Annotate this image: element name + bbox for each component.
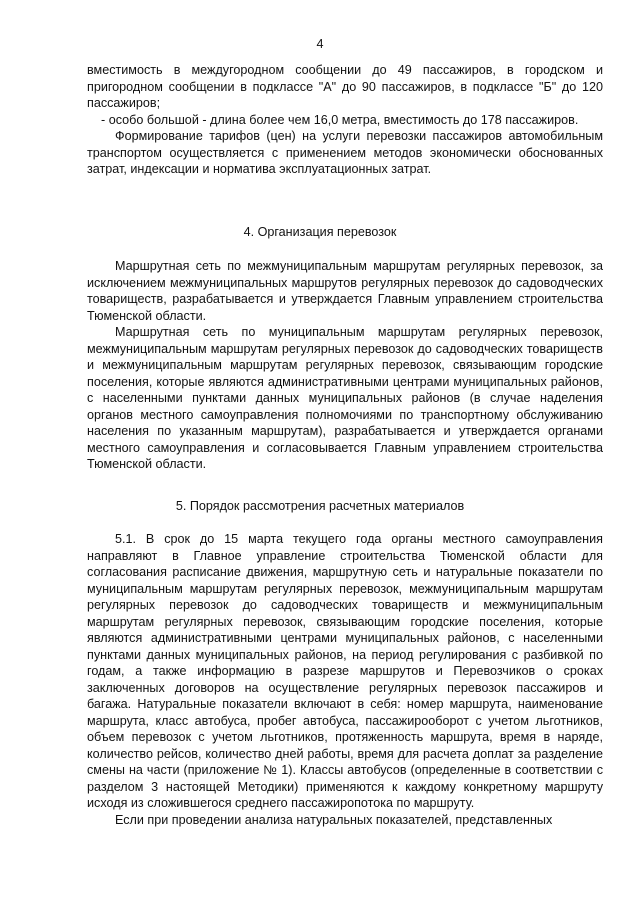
intro-block (87, 62, 603, 178)
section-4-paragraph-1: Маршрутная сеть по межмуниципальным маршрутам регулярных перевозок, за исключением межмуниципальных маршрутов регулярных перевозок до садоводческих товариществ, разрабатывается и утверждается Главным управлением строительства Тюменской области. (87, 259, 603, 323)
section-4-title: 4. Организация перевозок (243, 225, 397, 239)
intro-paragraph-1: вместимость в междугородном сообщении до 49 пассажиров, в городском и пригородном сообщении в подклассе "А" до 90 пассажиров, в подклассе "Б" до 120 пассажиров; (87, 63, 603, 110)
section-5-paragraph-1: 5.1. В срок до 15 марта текущего года органы местного самоуправления направляют в Главное управление строительства Тюменской области для согласования расписание движения, маршрутную сеть и натуральные показатели по муниципальным маршрутам регулярных перевозок, межмуниципальным маршрутам регулярных перевозок до садоводческих товариществ и межмуниципальным маршрутам регулярных перевозок, связывающим городские поселения, которые являются административными центрами муниципальных районов, с населенными пунктами данных муниципальных районов, на период регулирования с разбивкой по годам, а также информацию в разрезе маршрутов и Перевозчиков о сроках заключенных договоров на осуществление регулярных перевозок пассажиров и багажа. Натуральные показатели включают в себя: номер маршрута, наименование маршрута, класс автобуса, пробег автобуса, пассажирооборот с учетом льготников, объем перевозок с учетом льготников, протяженность маршрута, время в наряде, количество рейсов, количество дней работы, время для расчета доплат за разделение смены на части (приложение № 1). Классы автобусов (определенные в соответствии с разделом 3 настоящей Методики) применяются к каждому конкретному маршруту исходя из сложившегося среднего пассажиропотока по маршруту. (87, 532, 603, 810)
intro-paragraph-2: - особо большой - длина более чем 16,0 метра, вместимость до 178 пассажиров. (101, 112, 579, 127)
section-4-paragraph-2: Маршрутная сеть по муниципальным маршрутам регулярных перевозок, межмуниципальным маршрутам регулярных перевозок до садоводческих товариществ и межмуниципальным маршрутам регулярных перевозок, связывающим городские поселения, которые являются административными центрами муниципальных районов, с населенными пунктами данных муниципальных районов (в случае наделения органов местного самоуправления полномочиями по транспортному обслуживанию населения по указанным маршрутам), разрабатывается и утверждается органами местного самоуправления и согласовывается Главным управлением строительства Тюменской области. (87, 325, 603, 471)
section-5-paragraph-2: Если при проведении анализа натуральных показателей, представленных (115, 812, 553, 827)
section-4-body (87, 258, 603, 473)
page-number: 4 (316, 37, 324, 51)
section-5-title: 5. Порядок рассмотрения расчетных материалов (175, 499, 465, 513)
intro-paragraph-3: Формирование тарифов (цен) на услуги перевозки пассажиров автомобильным транспортом осуществляется с применением методов экономически обоснованных затрат, индексации и норматива эксплуатационных затрат. (87, 129, 603, 176)
section-5-body (87, 531, 603, 828)
